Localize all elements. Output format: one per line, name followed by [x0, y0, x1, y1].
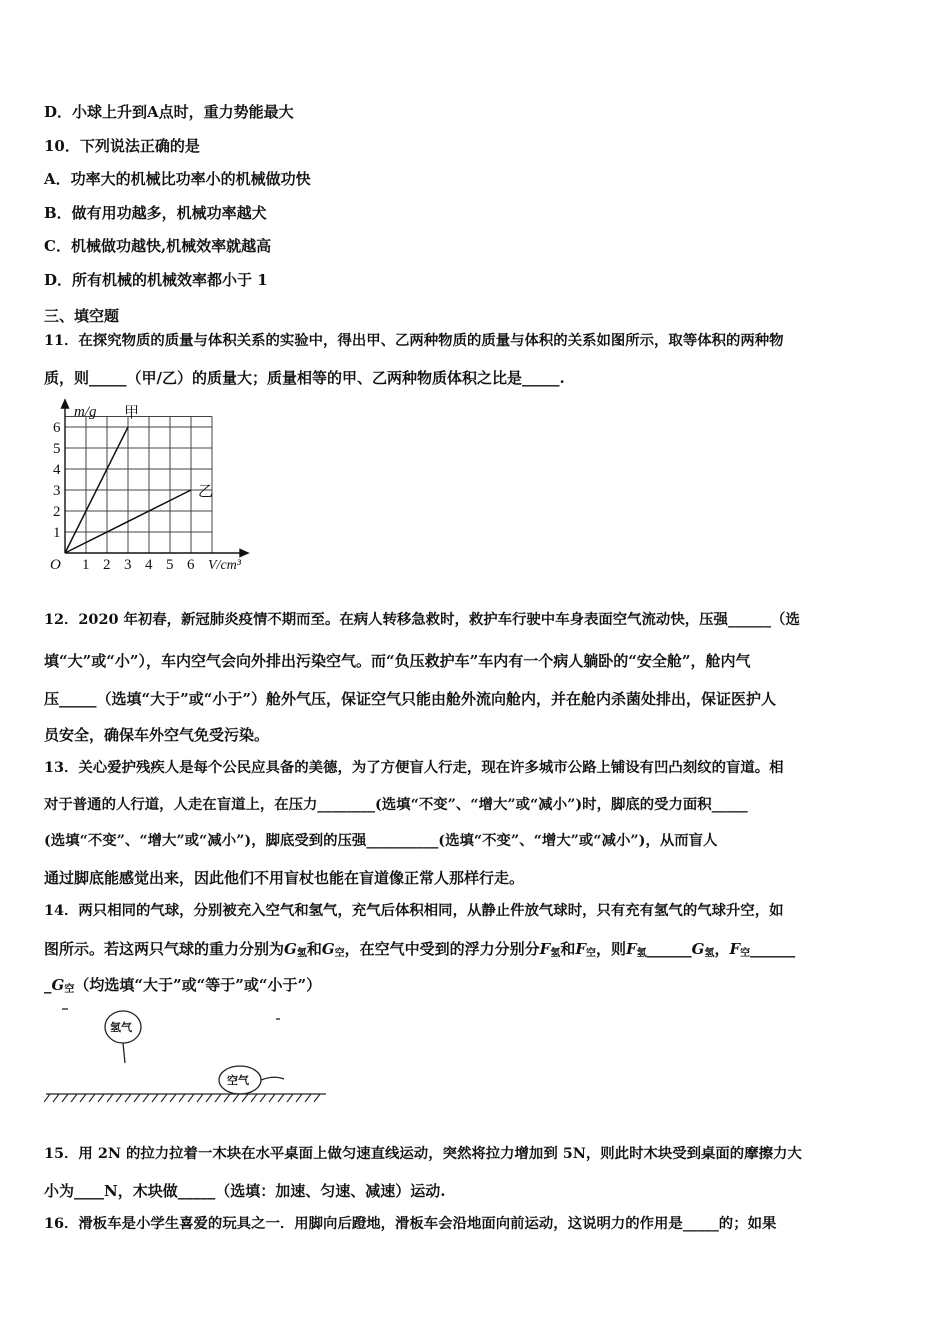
- y-tick-label: 5: [53, 441, 61, 457]
- ground-hatch: [116, 1094, 122, 1102]
- ground-hatch: [71, 1094, 77, 1102]
- x-tick-label: 5: [166, 557, 174, 573]
- ground-hatch: [269, 1094, 275, 1102]
- q14-text: 图所示。若这两只气球的重力分别为: [44, 940, 285, 958]
- y-axis-arrow: [62, 400, 69, 408]
- q11-line1: 11．在探究物质的质量与体积关系的实验中，得出甲、乙两种物质的质量与体积的关系如图所示，取等体积的两种物: [44, 332, 784, 349]
- q13-line1: 13．关心爱护残疾人是每个公民应具备的美德，为了方便盲人行走，现在许多城市公路上铺设有凹凸刻纹的盲道。相: [44, 759, 784, 776]
- ground-hatch: [206, 1094, 212, 1102]
- ground-hatch: [287, 1094, 293, 1102]
- symbol-f: F: [729, 940, 741, 958]
- y-tick-label: 2: [53, 504, 61, 520]
- balloon-string: [123, 1043, 125, 1063]
- q12-line4: 员安全，确保车外空气免受污染。: [44, 726, 270, 744]
- subscript-air: 空: [740, 948, 751, 959]
- ground-hatch: [179, 1094, 185, 1102]
- symbol-g: G: [284, 940, 297, 958]
- ground-hatch: [305, 1094, 311, 1102]
- ground-hatch: [224, 1094, 230, 1102]
- q10-option-b: B．做有用功越多，机械功率越犬: [44, 204, 267, 222]
- ground-hatch: [215, 1094, 221, 1102]
- q13-line2: 对于普通的人行道，人走在盲道上，在压力________(选填“不变”、“增大”或“减小”)时，脚底的受力面积_____: [44, 796, 748, 813]
- answer-blank: ______: [750, 940, 796, 958]
- x-tick-label: 1: [82, 557, 90, 573]
- q9-option-d: D．小球上升到A点时，重力势能最大: [44, 103, 294, 121]
- ground-hatch: [44, 1094, 50, 1102]
- q10-option-c: C．机械做功越快,机械效率就越高: [44, 237, 272, 255]
- ground-hatch: [242, 1094, 248, 1102]
- q10-stem: 10．下列说法正确的是: [44, 137, 200, 155]
- symbol-g: G: [51, 976, 65, 994]
- q16-line1: 16．滑板车是小学生喜爱的玩具之一．用脚向后蹬地，滑板车会沿地面向前运动，这说明力的作用是_____的；如果: [44, 1215, 777, 1232]
- q15-line1: 15．用 2N 的拉力拉着一木块在水平桌面上做匀速直线运动，突然将拉力增加到 5N，则此时木块受到桌面的摩擦力大: [44, 1145, 802, 1162]
- origin-label: O: [50, 557, 61, 573]
- x-tick-label: 4: [145, 557, 153, 573]
- subscript-hydrogen: 氢: [636, 948, 647, 959]
- symbol-f: F: [575, 940, 586, 958]
- subscript-air: 空: [64, 984, 75, 995]
- section-title: 三、填空题: [44, 307, 120, 325]
- q14-line2: [44, 938, 795, 965]
- ground-hatch: [197, 1094, 203, 1102]
- ground-hatch: [134, 1094, 140, 1102]
- y-axis-label: m/g: [74, 404, 97, 420]
- ground-hatch: [53, 1094, 59, 1102]
- ground-hatch: [251, 1094, 257, 1102]
- q14-text: ，: [714, 940, 730, 958]
- q12-line3: 压_____（选填“大于”或“小于”）舱外气压，保证空气只能由舱外流向舱内，并在舱内杀菌处排出，保证医护人: [44, 690, 777, 708]
- ground-hatch: [188, 1094, 194, 1102]
- ground-hatch: [233, 1094, 239, 1102]
- answer-blank: _: [44, 976, 52, 994]
- q15-line2: 小为____N，木块做_____（选填：加速、匀速、减速）运动.: [44, 1182, 446, 1200]
- q10-option-a: A．功率大的机械比功率小的机械做功快: [44, 170, 311, 188]
- x-axis-arrow: [240, 550, 248, 557]
- ground-hatch: [152, 1094, 158, 1102]
- q10-option-d: D．所有机械的机械效率都小于 1: [44, 271, 268, 289]
- ground-hatch: [89, 1094, 95, 1102]
- hydrogen-label: 氢气: [110, 1021, 132, 1034]
- symbol-g: G: [691, 940, 705, 958]
- x-tick-label: 3: [124, 557, 132, 573]
- y-tick-label: 6: [53, 420, 61, 436]
- y-tick-label: 1: [53, 525, 61, 541]
- q12-line2: 填“大”或“小”），车内空气会向外排出污染空气。而“负压救护车”车内有一个病人躺卧的“安全舱”，舱内气: [44, 652, 751, 670]
- ground-hatch: [260, 1094, 266, 1102]
- ground-hatch: [314, 1094, 320, 1102]
- symbol-g: G: [321, 940, 335, 958]
- q12-line1: 12．2020 年初春，新冠肺炎疫情不期而至。在病人转移急救时，救护车行驶中车身表面空气流动快，压强______（选: [44, 611, 800, 628]
- q14-text: ，在空气中受到的浮力分别分: [344, 940, 540, 958]
- x-axis-label: V/cm³: [208, 558, 241, 573]
- mass-volume-graph: [44, 398, 264, 578]
- ground-hatch: [143, 1094, 149, 1102]
- ground-hatch: [296, 1094, 302, 1102]
- ground-hatch: [62, 1094, 68, 1102]
- subscript-air: 空: [334, 948, 345, 959]
- subscript-hydrogen: 氢: [704, 948, 715, 959]
- balloons-figure: [44, 1005, 334, 1110]
- q14-line3: [44, 974, 321, 1001]
- series-label-yi: 乙: [198, 482, 214, 500]
- graph-grid: [65, 417, 212, 554]
- q14-text: ，则: [596, 940, 627, 958]
- balloon-string: [261, 1077, 284, 1080]
- q13-line4: 通过脚底能感觉出来，因此他们不用盲杖也能在盲道像正常人那样行走。: [44, 869, 525, 887]
- q14-line1: 14．两只相同的气球，分别被充入空气和氢气，充气后体积相同，从静止件放气球时，只有充有氢气的气球升空，如: [44, 902, 784, 919]
- ground-hatch: [80, 1094, 86, 1102]
- y-tick-label: 3: [53, 483, 61, 499]
- x-tick-label: 2: [103, 557, 111, 573]
- subscript-hydrogen: 氢: [296, 948, 307, 959]
- ground-hatch: [125, 1094, 131, 1102]
- ground-hatch: [98, 1094, 104, 1102]
- ground-hatch: [161, 1094, 167, 1102]
- x-tick-label: 6: [187, 557, 195, 573]
- q14-text: （均选填“大于”或“等于”或“小于”）: [74, 976, 322, 994]
- ground-hatch: [278, 1094, 284, 1102]
- air-label: 空气: [227, 1074, 249, 1087]
- series-label-jia: 甲: [124, 403, 140, 421]
- symbol-f: F: [626, 940, 637, 958]
- subscript-air: 空: [586, 948, 596, 959]
- q11-line2: 质，则_____（甲/乙）的质量大；质量相等的甲、乙两种物质体积之比是_____.: [44, 369, 565, 387]
- q14-text: 和: [560, 940, 576, 958]
- y-tick-label: 4: [53, 462, 61, 478]
- symbol-f: F: [539, 940, 551, 958]
- q13-line3: (选填“不变”、“增大”或“减小”)，脚底受到的压强__________(选填“不变”、“增大”或“减小”)，从而盲人: [44, 832, 718, 849]
- ground-hatch: [170, 1094, 176, 1102]
- q14-text: 和: [306, 940, 322, 958]
- answer-blank: ______: [646, 940, 692, 958]
- subscript-hydrogen: 氢: [550, 948, 561, 959]
- ground-hatch: [107, 1094, 113, 1102]
